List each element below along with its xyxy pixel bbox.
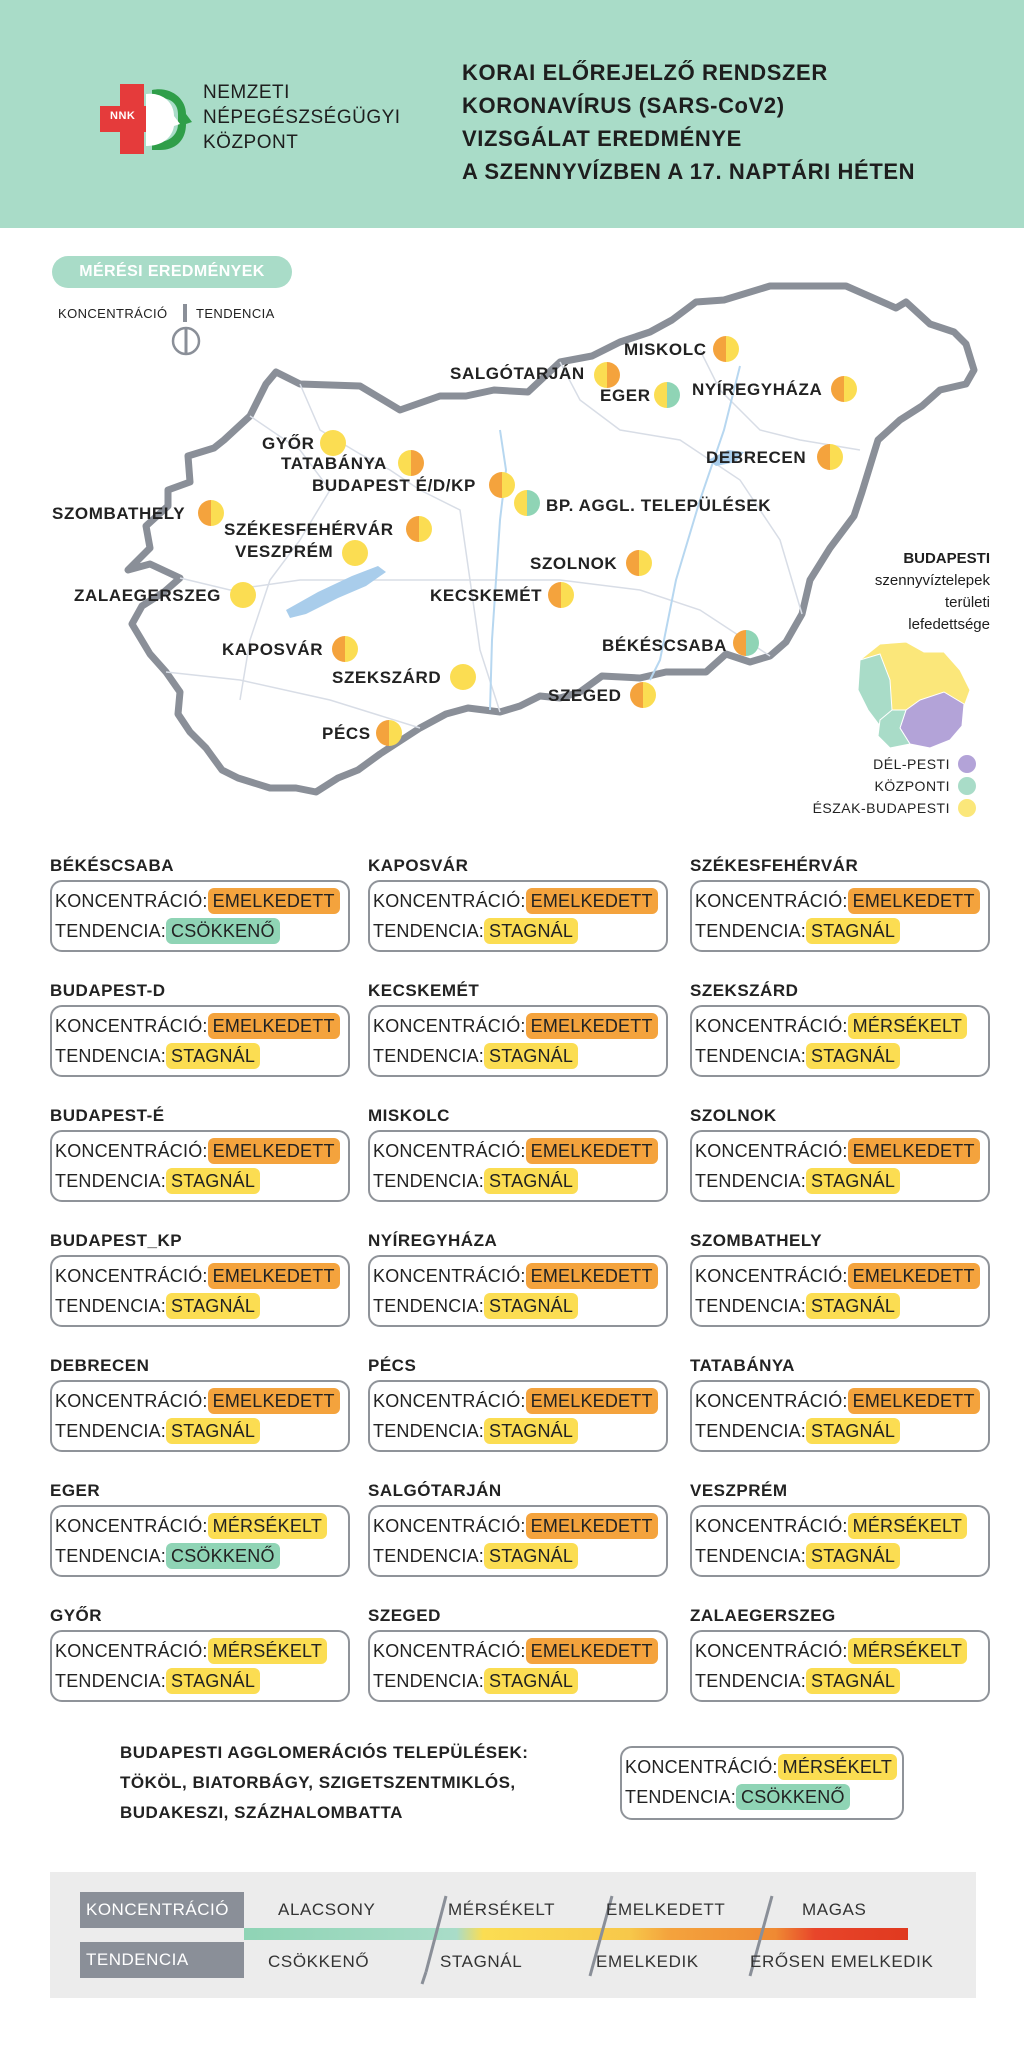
station-name: NYÍREGYHÁZA [368, 1231, 498, 1250]
concentration-row [373, 1011, 663, 1041]
station-card [690, 1106, 990, 1202]
concentration-value: MÉRSÉKELT [778, 1754, 898, 1780]
map-city-status-dot [342, 540, 368, 566]
concentration-value: EMELKEDETT [526, 1138, 658, 1164]
station-name: SZOLNOK [690, 1106, 777, 1125]
station-name: SALGÓTARJÁN [368, 1481, 502, 1500]
station-card [50, 981, 350, 1077]
tendency-row [695, 1166, 985, 1196]
bp-legend-swatch [958, 777, 976, 795]
tendency-value: STAGNÁL [484, 918, 578, 944]
map-city-status-dot [406, 516, 432, 542]
concentration-label: KONCENTRÁCIÓ: [373, 1015, 526, 1036]
map-city-status-dot [450, 664, 476, 690]
scale-head-tendency: TENDENCIA [80, 1942, 244, 1978]
concentration-row [373, 1261, 663, 1291]
map-city-status-dot [514, 490, 540, 516]
concentration-row [695, 886, 985, 916]
tendency-row [625, 1782, 899, 1812]
tendency-value: STAGNÁL [166, 1418, 260, 1444]
concentration-row [55, 1011, 345, 1041]
station-result-box [368, 880, 668, 952]
tendency-label: TENDENCIA: [695, 920, 807, 941]
logo-line: NÉPEGÉSZSÉGÜGYI [203, 107, 401, 128]
tendency-row [695, 916, 985, 946]
tendency-row [55, 1666, 345, 1696]
map-city-status-dot [626, 550, 652, 576]
tendency-label: TENDENCIA: [373, 1170, 485, 1191]
concentration-label: KONCENTRÁCIÓ: [373, 1265, 526, 1286]
station-card [50, 1356, 350, 1452]
station-name: BUDAPEST_KP [50, 1231, 183, 1250]
station-result-box [50, 1255, 350, 1327]
agglomeration-text [120, 1738, 528, 1828]
logo-badge: NNK [110, 110, 136, 122]
map-city-label: ZALAEGERSZEG [74, 586, 221, 605]
station-result-box [690, 1005, 990, 1077]
station-result-box [690, 1380, 990, 1452]
agglomeration-line: TÖKÖL, BIATORBÁGY, SZIGETSZENTMIKLÓS, [120, 1773, 516, 1792]
station-result-box [50, 1380, 350, 1452]
station-name: SZEKSZÁRD [690, 981, 799, 1000]
tendency-label: TENDENCIA: [373, 1295, 485, 1316]
station-card [690, 1356, 990, 1452]
map-city-status-dot [320, 430, 346, 456]
map-city-status-dot [817, 444, 843, 470]
tendency-label: TENDENCIA: [695, 1420, 807, 1441]
map-city-label: SZÉKESFEHÉRVÁR [224, 520, 394, 539]
concentration-value: EMELKEDETT [848, 1388, 980, 1414]
map-city-label: BP. AGGL. TELEPÜLÉSEK [546, 496, 772, 515]
concentration-value: EMELKEDETT [526, 1263, 658, 1289]
station-name: BUDAPEST-É [50, 1106, 165, 1125]
title-line: VIZSGÁLAT EREDMÉNYE [462, 126, 742, 151]
station-name: DEBRECEN [50, 1356, 150, 1375]
concentration-row [695, 1511, 985, 1541]
header-banner [0, 0, 1024, 228]
concentration-row [373, 886, 663, 916]
tendency-label: TENDENCIA: [695, 1045, 807, 1066]
concentration-label: KONCENTRÁCIÓ: [695, 1640, 848, 1661]
map-city-status-dot [198, 500, 224, 526]
concentration-row [695, 1011, 985, 1041]
tendency-row [373, 1666, 663, 1696]
map-city-status-dot [489, 472, 515, 498]
station-result-box [50, 1130, 350, 1202]
bp-legend-label: KÖZPONTI [874, 778, 950, 794]
station-result-box [368, 1630, 668, 1702]
lake-balaton [286, 566, 386, 618]
bp-legend-del-pesti [873, 755, 976, 773]
concentration-label: KONCENTRÁCIÓ: [55, 1140, 208, 1161]
map-city-label: TATABÁNYA [281, 454, 387, 473]
tendency-label: TENDENCIA: [373, 1670, 485, 1691]
budapest-coverage-title [860, 548, 990, 636]
tendency-label: TENDENCIA: [695, 1670, 807, 1691]
station-result-box [50, 1630, 350, 1702]
tendency-value: STAGNÁL [806, 1293, 900, 1319]
bp-legend-swatch [958, 755, 976, 773]
map-city-status-dot [332, 636, 358, 662]
title-line: KORAI ELŐREJELZŐ RENDSZER [462, 60, 828, 85]
tendency-value: STAGNÁL [806, 918, 900, 944]
map-city-label: SZOMBATHELY [52, 504, 186, 523]
tendency-row [373, 1541, 663, 1571]
station-name: VESZPRÉM [690, 1481, 788, 1500]
station-result-box [368, 1380, 668, 1452]
concentration-label: KONCENTRÁCIÓ: [695, 890, 848, 911]
concentration-value: EMELKEDETT [848, 1138, 980, 1164]
station-card [690, 1231, 990, 1327]
concentration-value: EMELKEDETT [208, 888, 340, 914]
concentration-label: KONCENTRÁCIÓ: [373, 1640, 526, 1661]
station-result-box [368, 1130, 668, 1202]
tendency-value: STAGNÁL [166, 1668, 260, 1694]
map-city-status-dot [376, 720, 402, 746]
concentration-label: KONCENTRÁCIÓ: [373, 1390, 526, 1411]
tendency-value: CSÖKKENŐ [736, 1784, 850, 1810]
tendency-row [373, 1291, 663, 1321]
concentration-value: MÉRSÉKELT [208, 1638, 328, 1664]
concentration-row [55, 1136, 345, 1166]
tendency-row [55, 1541, 345, 1571]
map-city-label: EGER [600, 386, 651, 405]
concentration-label: KONCENTRÁCIÓ: [55, 1265, 208, 1286]
map-city-label: DEBRECEN [706, 448, 807, 467]
station-result-box [368, 1255, 668, 1327]
bp-title-line: lefedettsége [908, 616, 990, 633]
station-result-box [690, 1630, 990, 1702]
tendency-value: STAGNÁL [166, 1293, 260, 1319]
station-card [50, 1231, 350, 1327]
scale-tendency-level: STAGNÁL [440, 1952, 523, 1971]
concentration-label: KONCENTRÁCIÓ: [695, 1140, 848, 1161]
map-city-label: PÉCS [322, 724, 371, 743]
section-label: MÉRÉSI EREDMÉNYEK [52, 256, 292, 288]
agglomeration-line: BUDAKESZI, SZÁZHALOMBATTA [120, 1803, 403, 1822]
tendency-value: STAGNÁL [484, 1543, 578, 1569]
station-result-box [690, 880, 990, 952]
concentration-label: KONCENTRÁCIÓ: [695, 1265, 848, 1286]
bp-legend-kozponti [874, 777, 976, 795]
tendency-value: STAGNÁL [806, 1043, 900, 1069]
station-card [368, 1356, 668, 1452]
map-city-status-dot [733, 630, 759, 656]
map-legend-tendency: TENDENCIA [196, 306, 275, 321]
tendency-value: STAGNÁL [484, 1668, 578, 1694]
station-result-box [690, 1505, 990, 1577]
tendency-row [55, 916, 345, 946]
station-card [50, 856, 350, 952]
tendency-label: TENDENCIA: [55, 1295, 167, 1316]
station-card [690, 981, 990, 1077]
tendency-value: STAGNÁL [806, 1418, 900, 1444]
map-city-label: GYŐR [262, 434, 315, 453]
tendency-row [373, 1166, 663, 1196]
tendency-row [373, 1041, 663, 1071]
tendency-value: STAGNÁL [166, 1168, 260, 1194]
tendency-value: STAGNÁL [484, 1418, 578, 1444]
title-line: KORONAVÍRUS (SARS-CoV2) [462, 93, 785, 118]
concentration-label: KONCENTRÁCIÓ: [55, 1015, 208, 1036]
tendency-value: STAGNÁL [484, 1043, 578, 1069]
scale-legend [50, 1872, 976, 1998]
station-result-box [50, 1505, 350, 1577]
station-card [368, 1481, 668, 1577]
tendency-label: TENDENCIA: [55, 1545, 167, 1566]
concentration-row [695, 1636, 985, 1666]
concentration-row [55, 1386, 345, 1416]
concentration-value: EMELKEDETT [526, 1013, 658, 1039]
tendency-label: TENDENCIA: [695, 1170, 807, 1191]
map-city-label: VESZPRÉM [235, 542, 334, 561]
concentration-label: KONCENTRÁCIÓ: [373, 1515, 526, 1536]
station-name: SZOMBATHELY [690, 1231, 823, 1250]
map-city-status-dot [594, 362, 620, 388]
station-name: TATABÁNYA [690, 1356, 795, 1375]
concentration-label: KONCENTRÁCIÓ: [55, 1390, 208, 1411]
station-name: ZALAEGERSZEG [690, 1606, 836, 1625]
station-name: SZÉKESFEHÉRVÁR [690, 856, 859, 875]
scale-head-concentration: KONCENTRÁCIÓ [80, 1892, 244, 1928]
bp-title-line: BUDAPESTI [903, 550, 990, 567]
scale-tendency-level: ERŐSEN EMELKEDIK [750, 1952, 934, 1971]
station-name: KAPOSVÁR [368, 856, 469, 875]
concentration-value: EMELKEDETT [848, 1263, 980, 1289]
map-city-status-dot [548, 582, 574, 608]
concentration-row [695, 1136, 985, 1166]
concentration-label: KONCENTRÁCIÓ: [55, 890, 208, 911]
concentration-value: EMELKEDETT [526, 888, 658, 914]
station-card [368, 1231, 668, 1327]
concentration-value: MÉRSÉKELT [848, 1013, 968, 1039]
station-card [690, 1481, 990, 1577]
station-result-box [368, 1005, 668, 1077]
tendency-row [695, 1541, 985, 1571]
station-name: MISKOLC [368, 1106, 450, 1125]
bp-legend-swatch [958, 799, 976, 817]
bp-legend-label: ÉSZAK-BUDAPESTI [812, 800, 950, 816]
tendency-label: TENDENCIA: [55, 1670, 167, 1691]
concentration-value: MÉRSÉKELT [208, 1513, 328, 1539]
map-city-label: NYÍREGYHÁZA [692, 380, 823, 399]
station-name: BÉKÉSCSABA [50, 856, 175, 875]
concentration-value: EMELKEDETT [526, 1388, 658, 1414]
tendency-value: CSÖKKENŐ [166, 918, 280, 944]
map-city-status-dot [831, 376, 857, 402]
scale-concentration-level: EMELKEDETT [606, 1900, 726, 1919]
concentration-value: EMELKEDETT [526, 1638, 658, 1664]
tendency-value: STAGNÁL [484, 1293, 578, 1319]
agglomeration-line: BUDAPESTI AGGLOMERÁCIÓS TELEPÜLÉSEK: [120, 1743, 529, 1762]
concentration-label: KONCENTRÁCIÓ: [373, 1140, 526, 1161]
map-city-label: SALGÓTARJÁN [450, 364, 585, 383]
concentration-label: KONCENTRÁCIÓ: [695, 1015, 848, 1036]
agglomeration-card [620, 1746, 904, 1820]
map-city-status-dot [630, 682, 656, 708]
station-name: KECSKEMÉT [368, 981, 480, 1000]
concentration-row [373, 1511, 663, 1541]
tendency-value: STAGNÁL [806, 1543, 900, 1569]
map-city-status-dot [398, 450, 424, 476]
concentration-label: KONCENTRÁCIÓ: [695, 1515, 848, 1536]
concentration-label: KONCENTRÁCIÓ: [625, 1756, 778, 1777]
tendency-row [373, 1416, 663, 1446]
tendency-label: TENDENCIA: [55, 1045, 167, 1066]
station-result-box [368, 1505, 668, 1577]
concentration-row [55, 1511, 345, 1541]
map-city-status-dot [713, 336, 739, 362]
map-city-status-dot [230, 582, 256, 608]
map-legend-concentration: KONCENTRÁCIÓ [58, 306, 168, 321]
map-city-label: KECSKEMÉT [430, 586, 543, 605]
tendency-row [55, 1041, 345, 1071]
tendency-row [55, 1416, 345, 1446]
tendency-label: TENDENCIA: [373, 1045, 485, 1066]
station-card [368, 981, 668, 1077]
logo-name [203, 80, 401, 155]
station-card [368, 1106, 668, 1202]
tendency-row [55, 1291, 345, 1321]
scale-concentration-level: MAGAS [802, 1900, 867, 1919]
station-card [50, 1606, 350, 1702]
station-result-box [690, 1130, 990, 1202]
page-title [462, 56, 915, 188]
concentration-row [55, 1261, 345, 1291]
concentration-row [373, 1136, 663, 1166]
scale-concentration-level: ALACSONY [278, 1900, 376, 1919]
station-name: SZEGED [368, 1606, 441, 1625]
bp-legend-eszak-budapesti [813, 799, 976, 817]
concentration-row [55, 886, 345, 916]
tendency-label: TENDENCIA: [695, 1545, 807, 1566]
bp-title-line: szennyvíztelepek [874, 572, 990, 589]
tendency-row [695, 1291, 985, 1321]
concentration-value: EMELKEDETT [526, 1513, 658, 1539]
concentration-value: EMELKEDETT [208, 1263, 340, 1289]
station-name: GYŐR [50, 1606, 103, 1625]
logo-line: KÖZPONT [203, 132, 299, 153]
logo-line: NEMZETI [203, 82, 290, 103]
concentration-label: KONCENTRÁCIÓ: [55, 1515, 208, 1536]
station-result-box [50, 880, 350, 952]
tendency-label: TENDENCIA: [373, 920, 485, 941]
tendency-row [695, 1416, 985, 1446]
station-name: PÉCS [368, 1356, 417, 1375]
tendency-label: TENDENCIA: [695, 1295, 807, 1316]
concentration-value: EMELKEDETT [208, 1138, 340, 1164]
budapest-coverage-map [858, 642, 970, 748]
concentration-row [373, 1386, 663, 1416]
scale-gradient-bar [50, 1872, 976, 1998]
station-name: BUDAPEST-D [50, 981, 166, 1000]
concentration-label: KONCENTRÁCIÓ: [373, 890, 526, 911]
tendency-row [695, 1041, 985, 1071]
bp-legend-label: DÉL-PESTI [873, 756, 950, 772]
scale-tendency-level: EMELKEDIK [596, 1952, 699, 1971]
tendency-value: STAGNÁL [806, 1168, 900, 1194]
map-city-label: SZEGED [548, 686, 622, 705]
tendency-row [373, 916, 663, 946]
concentration-value: EMELKEDETT [208, 1388, 340, 1414]
tendency-label: TENDENCIA: [55, 1170, 167, 1191]
station-card [50, 1481, 350, 1577]
concentration-value: EMELKEDETT [208, 1013, 340, 1039]
map-city-label: SZOLNOK [530, 554, 618, 573]
map-city-label: SZEKSZÁRD [332, 668, 442, 687]
tendency-value: CSÖKKENŐ [166, 1543, 280, 1569]
concentration-row [55, 1636, 345, 1666]
bp-title-line: területi [944, 594, 990, 611]
concentration-row [695, 1261, 985, 1291]
map-city-label: BÉKÉSCSABA [602, 636, 728, 655]
station-card [368, 1606, 668, 1702]
station-card [690, 1606, 990, 1702]
concentration-value: MÉRSÉKELT [848, 1638, 968, 1664]
concentration-label: KONCENTRÁCIÓ: [695, 1390, 848, 1411]
station-name: EGER [50, 1481, 101, 1500]
tendency-row [55, 1166, 345, 1196]
tendency-value: STAGNÁL [806, 1668, 900, 1694]
tendency-value: STAGNÁL [484, 1168, 578, 1194]
tendency-row [695, 1666, 985, 1696]
tendency-label: TENDENCIA: [373, 1420, 485, 1441]
concentration-label: KONCENTRÁCIÓ: [55, 1640, 208, 1661]
map-city-label: KAPOSVÁR [222, 640, 324, 659]
map-city-label: MISKOLC [624, 340, 707, 359]
concentration-row [373, 1636, 663, 1666]
concentration-value: MÉRSÉKELT [848, 1513, 968, 1539]
map-city-status-dot [654, 382, 680, 408]
tendency-value: STAGNÁL [166, 1043, 260, 1069]
station-card [690, 856, 990, 952]
tendency-label: TENDENCIA: [625, 1786, 737, 1807]
station-result-box [690, 1255, 990, 1327]
concentration-row [695, 1386, 985, 1416]
map-city-label: BUDAPEST É/D/KP [312, 476, 476, 495]
concentration-row [625, 1752, 899, 1782]
title-line: A SZENNYVÍZBEN A 17. NAPTÁRI HÉTEN [462, 159, 916, 184]
scale-tendency-level: CSÖKKENŐ [268, 1952, 370, 1971]
station-card [368, 856, 668, 952]
tendency-label: TENDENCIA: [55, 1420, 167, 1441]
tendency-label: TENDENCIA: [373, 1545, 485, 1566]
station-card [50, 1106, 350, 1202]
tendency-label: TENDENCIA: [55, 920, 167, 941]
concentration-value: EMELKEDETT [848, 888, 980, 914]
scale-concentration-level: MÉRSÉKELT [448, 1900, 556, 1919]
station-result-box [50, 1005, 350, 1077]
